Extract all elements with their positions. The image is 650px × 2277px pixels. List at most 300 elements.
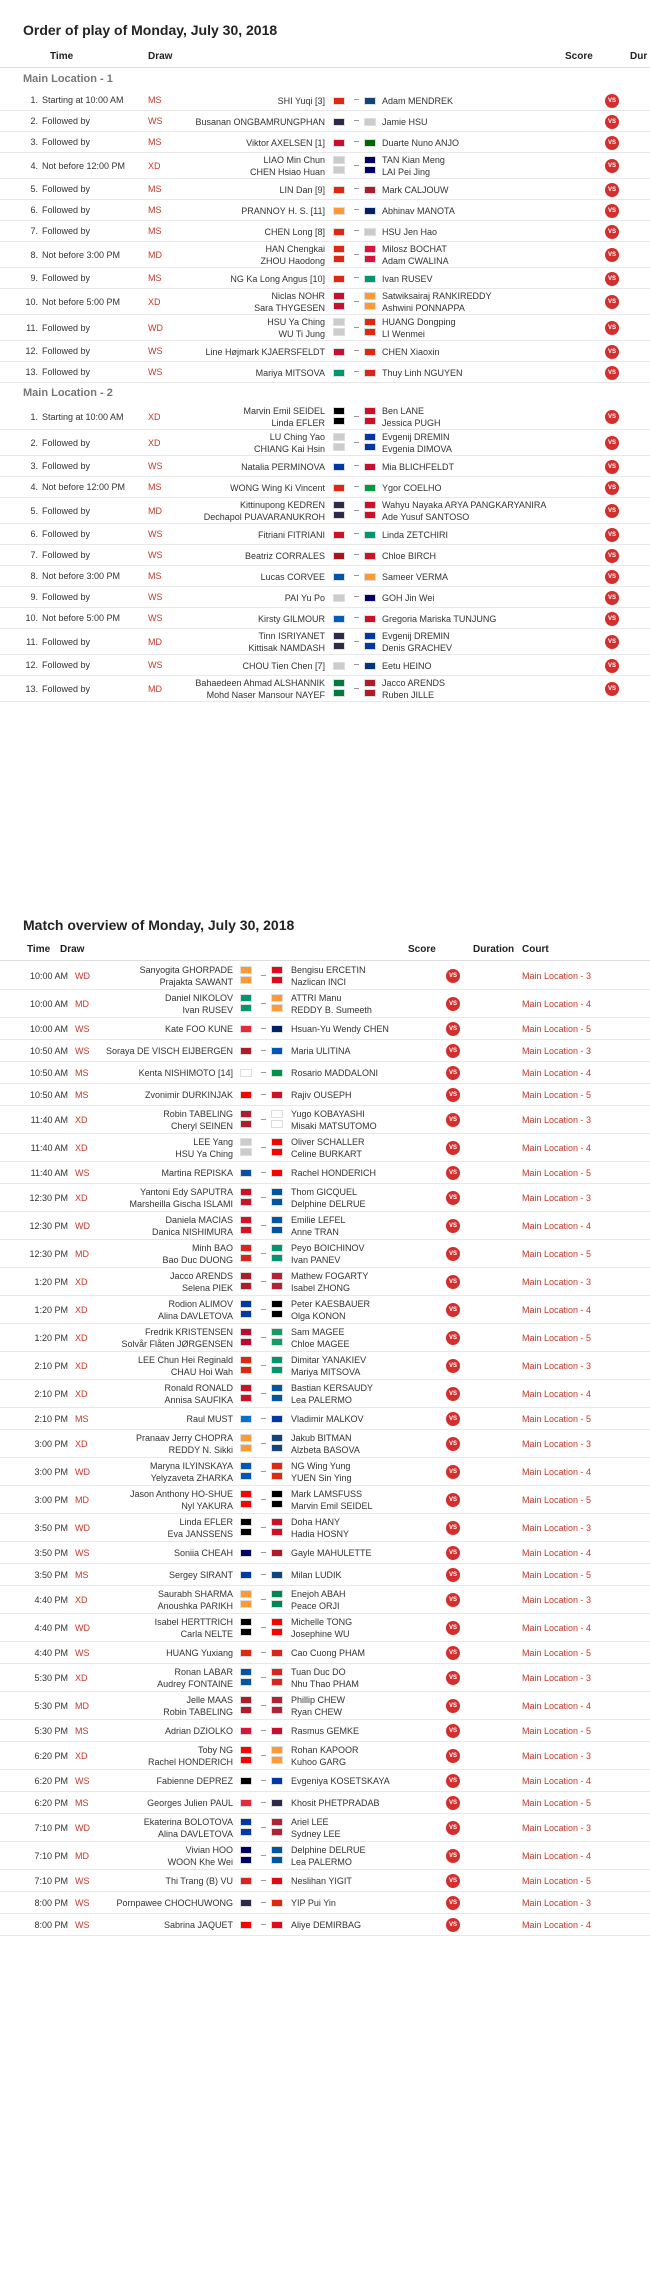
vs-button[interactable]: VS xyxy=(605,136,619,150)
match-row[interactable] xyxy=(0,200,650,221)
team-left[interactable] xyxy=(175,1136,233,1160)
team-left[interactable] xyxy=(144,1816,233,1840)
team-left[interactable] xyxy=(204,499,325,523)
player-name[interactable]: Kittinupong KEDREN xyxy=(239,500,325,510)
event-code[interactable]: WD xyxy=(75,1523,90,1533)
match-row[interactable] xyxy=(0,608,650,629)
player-name[interactable]: Linda EFLER xyxy=(179,1517,233,1527)
match-row[interactable] xyxy=(0,1486,650,1514)
team-right[interactable] xyxy=(291,1844,366,1868)
team-left[interactable] xyxy=(260,243,325,267)
team-left[interactable] xyxy=(155,1616,233,1640)
team-left[interactable] xyxy=(205,346,325,358)
player-name[interactable]: NG Ka Long Angus [10] xyxy=(230,274,325,284)
player-name[interactable]: Gregoria Mariska TUNJUNG xyxy=(382,614,497,624)
player-name[interactable]: Hadia HOSNY xyxy=(291,1529,350,1539)
match-row[interactable] xyxy=(0,90,650,111)
player-name[interactable]: Maryna ILYINSKAYA xyxy=(149,1461,233,1471)
match-row[interactable] xyxy=(0,524,650,545)
player-name[interactable]: Misaki MATSUTOMO xyxy=(291,1121,377,1131)
match-row[interactable] xyxy=(0,990,650,1018)
match-row[interactable] xyxy=(0,477,650,498)
player-name[interactable]: Wahyu Nayaka ARYA PANGKARYANIRA xyxy=(382,500,547,510)
player-name[interactable]: Lea PALERMO xyxy=(291,1395,352,1405)
player-name[interactable]: Nhu Thao PHAM xyxy=(291,1679,359,1689)
match-row[interactable] xyxy=(0,1296,650,1324)
vs-button[interactable]: VS xyxy=(605,345,619,359)
event-code[interactable]: MS xyxy=(148,184,162,194)
player-name[interactable]: Linda EFLER xyxy=(271,418,325,428)
team-left[interactable] xyxy=(165,992,233,1016)
player-name[interactable]: Zvonimir DURKINJAK xyxy=(144,1090,233,1100)
court-link[interactable]: Main Location - 4 xyxy=(522,1143,592,1153)
player-name[interactable]: Beatriz CORRALES xyxy=(244,551,325,561)
vs-button[interactable]: VS xyxy=(446,1593,460,1607)
player-name[interactable]: Sergey SIRANT xyxy=(168,1570,233,1580)
match-row[interactable] xyxy=(0,1792,650,1814)
player-name[interactable]: Gayle MAHULETTE xyxy=(291,1548,372,1558)
vs-button[interactable]: VS xyxy=(446,1646,460,1660)
team-right[interactable] xyxy=(382,405,441,429)
team-left[interactable] xyxy=(254,290,325,314)
player-name[interactable]: Lucas CORVEE xyxy=(260,572,325,582)
player-name[interactable]: Bao Duc DUONG xyxy=(162,1255,233,1265)
vs-button[interactable]: VS xyxy=(446,1303,460,1317)
player-name[interactable]: Natalia PERMINOVA xyxy=(241,462,325,472)
player-name[interactable]: Marvin Emil SEIDEL xyxy=(291,1501,373,1511)
player-name[interactable]: Daniel NIKOLOV xyxy=(164,993,233,1003)
player-name[interactable]: Ryan CHEW xyxy=(291,1707,343,1717)
match-row[interactable] xyxy=(0,1770,650,1792)
vs-button[interactable]: VS xyxy=(446,1465,460,1479)
player-name[interactable]: Kittisak NAMDASH xyxy=(248,643,325,653)
team-left[interactable] xyxy=(140,964,233,988)
team-right[interactable] xyxy=(291,1744,359,1768)
match-row[interactable] xyxy=(0,676,650,702)
event-code[interactable]: WS xyxy=(148,346,163,356)
team-right[interactable] xyxy=(291,1875,352,1887)
player-name[interactable]: Pornpawee CHOCHUWONG xyxy=(116,1898,233,1908)
vs-button[interactable]: VS xyxy=(605,591,619,605)
vs-button[interactable]: VS xyxy=(446,1724,460,1738)
player-name[interactable]: Marvin Emil SEIDEL xyxy=(243,406,325,416)
player-name[interactable]: Mark LAMSFUSS xyxy=(291,1489,363,1499)
player-name[interactable]: REDDY B. Sumeeth xyxy=(291,1005,372,1015)
player-name[interactable]: Linda ZETCHIRI xyxy=(382,530,449,540)
team-right[interactable] xyxy=(291,1897,336,1909)
court-link[interactable]: Main Location - 3 xyxy=(522,971,592,981)
match-row[interactable] xyxy=(0,1084,650,1106)
event-code[interactable]: WS xyxy=(75,1776,90,1786)
player-name[interactable]: Duarte Nuno ANJO xyxy=(382,138,460,148)
player-name[interactable]: Prajakta SAWANT xyxy=(159,977,233,987)
vs-button[interactable]: VS xyxy=(605,366,619,380)
team-right[interactable] xyxy=(291,1488,373,1512)
player-name[interactable]: Fabienne DEPREZ xyxy=(156,1776,233,1786)
player-name[interactable]: Eva JANSSENS xyxy=(167,1529,233,1539)
team-left[interactable] xyxy=(116,1897,233,1909)
player-name[interactable]: Ygor COELHO xyxy=(382,483,442,493)
player-name[interactable]: Thuy Linh NGUYEN xyxy=(382,368,463,378)
team-right[interactable] xyxy=(382,116,428,128)
event-code[interactable]: MD xyxy=(148,637,162,647)
team-right[interactable] xyxy=(382,529,448,541)
team-right[interactable] xyxy=(291,1382,373,1406)
team-left[interactable] xyxy=(163,1108,233,1132)
player-name[interactable]: Jakub BITMAN xyxy=(291,1433,352,1443)
team-left[interactable] xyxy=(121,1326,233,1350)
player-name[interactable]: Robin TABELING xyxy=(163,1109,233,1119)
team-right[interactable] xyxy=(291,1775,390,1787)
match-row[interactable] xyxy=(0,1018,650,1040)
team-right[interactable] xyxy=(291,1616,352,1640)
player-name[interactable]: Niclas NOHR xyxy=(271,291,325,301)
event-code[interactable]: MD xyxy=(75,1249,89,1259)
player-name[interactable]: Solvår Flåten JØRGENSEN xyxy=(121,1339,233,1349)
team-right[interactable] xyxy=(291,1023,389,1035)
team-left[interactable] xyxy=(167,1516,233,1540)
event-code[interactable]: MD xyxy=(75,999,89,1009)
player-name[interactable]: Bahaedeen Ahmad ALSHANNIK xyxy=(195,678,325,688)
team-right[interactable] xyxy=(382,273,433,285)
event-code[interactable]: MS xyxy=(75,1090,89,1100)
match-row[interactable] xyxy=(0,430,650,456)
match-row[interactable] xyxy=(0,242,650,268)
team-left[interactable] xyxy=(285,592,325,604)
player-name[interactable]: Danica NISHIMURA xyxy=(151,1227,233,1237)
team-right[interactable] xyxy=(291,1816,341,1840)
player-name[interactable]: ZHOU Haodong xyxy=(260,256,325,266)
player-name[interactable]: Kenta NISHIMOTO [14] xyxy=(138,1068,233,1078)
player-name[interactable]: Marsheilla Gischa ISLAMI xyxy=(129,1199,233,1209)
vs-button[interactable]: VS xyxy=(605,481,619,495)
vs-button[interactable]: VS xyxy=(446,1796,460,1810)
event-code[interactable]: MD xyxy=(75,1701,89,1711)
event-code[interactable]: XD xyxy=(75,1305,88,1315)
court-link[interactable]: Main Location - 5 xyxy=(522,1798,592,1808)
team-right[interactable] xyxy=(382,316,456,340)
match-row[interactable] xyxy=(0,1542,650,1564)
event-code[interactable]: MS xyxy=(148,273,162,283)
event-code[interactable]: WD xyxy=(75,971,90,981)
vs-button[interactable]: VS xyxy=(605,272,619,286)
match-row[interactable] xyxy=(0,404,650,430)
team-right[interactable] xyxy=(291,1694,345,1718)
match-row[interactable] xyxy=(0,1134,650,1162)
event-code[interactable]: WS xyxy=(148,367,163,377)
team-right[interactable] xyxy=(291,1089,352,1101)
vs-button[interactable]: VS xyxy=(605,659,619,673)
vs-button[interactable]: VS xyxy=(446,1621,460,1635)
team-right[interactable] xyxy=(382,226,437,238)
player-name[interactable]: Jacco ARENDS xyxy=(382,678,446,688)
player-name[interactable]: Josephine WU xyxy=(291,1629,350,1639)
vs-button[interactable]: VS xyxy=(446,1191,460,1205)
court-link[interactable]: Main Location - 3 xyxy=(522,1823,592,1833)
player-name[interactable]: Doha HANY xyxy=(291,1517,341,1527)
match-row[interactable] xyxy=(0,132,650,153)
player-name[interactable]: Abhinav MANOTA xyxy=(382,206,455,216)
player-name[interactable]: Jacco ARENDS xyxy=(169,1271,233,1281)
vs-button[interactable]: VS xyxy=(605,460,619,474)
player-name[interactable]: REDDY N. Sikki xyxy=(168,1445,233,1455)
player-name[interactable]: LIN Dan [9] xyxy=(279,185,325,195)
team-left[interactable] xyxy=(195,116,325,128)
player-name[interactable]: WU Ti Jung xyxy=(278,329,325,339)
vs-button[interactable]: VS xyxy=(605,635,619,649)
team-left[interactable] xyxy=(129,1186,233,1210)
player-name[interactable]: CHEN Xiaoxin xyxy=(382,347,440,357)
team-left[interactable] xyxy=(241,461,325,473)
event-code[interactable]: MD xyxy=(148,250,162,260)
player-name[interactable]: Ivan RUSEV xyxy=(382,274,433,284)
match-row[interactable] xyxy=(0,1892,650,1914)
team-left[interactable] xyxy=(165,1875,233,1887)
court-link[interactable]: Main Location - 4 xyxy=(522,1068,592,1078)
player-name[interactable]: Kate FOO KUNE xyxy=(164,1024,233,1034)
team-left[interactable] xyxy=(258,529,325,541)
player-name[interactable]: Sanyogita GHORPADE xyxy=(139,965,233,975)
court-link[interactable]: Main Location - 5 xyxy=(522,1648,592,1658)
player-name[interactable]: LEE Yang xyxy=(193,1137,233,1147)
team-left[interactable] xyxy=(156,1775,233,1787)
team-left[interactable] xyxy=(170,1270,233,1294)
court-link[interactable]: Main Location - 3 xyxy=(522,1277,592,1287)
event-code[interactable]: WS xyxy=(148,116,163,126)
player-name[interactable]: GOH Jin Wei xyxy=(382,593,435,603)
court-link[interactable]: Main Location - 5 xyxy=(522,1726,592,1736)
event-code[interactable]: MS xyxy=(148,205,162,215)
match-row[interactable] xyxy=(0,153,650,179)
event-code[interactable]: WS xyxy=(148,660,163,670)
vs-button[interactable]: VS xyxy=(605,94,619,108)
match-row[interactable] xyxy=(0,1380,650,1408)
player-name[interactable]: NG Wing Yung xyxy=(291,1461,351,1471)
event-code[interactable]: XD xyxy=(75,1143,88,1153)
team-left[interactable] xyxy=(165,1023,233,1035)
player-name[interactable]: HSU Ya Ching xyxy=(175,1149,233,1159)
vs-button[interactable]: VS xyxy=(605,612,619,626)
vs-button[interactable]: VS xyxy=(605,682,619,696)
team-left[interactable] xyxy=(264,226,325,238)
vs-button[interactable]: VS xyxy=(605,225,619,239)
team-right[interactable] xyxy=(382,243,449,267)
team-right[interactable] xyxy=(291,1045,351,1057)
player-name[interactable]: SHI Yuqi [3] xyxy=(277,96,325,106)
player-name[interactable]: Ashwini PONNAPPA xyxy=(382,303,465,313)
court-link[interactable]: Main Location - 3 xyxy=(522,1523,592,1533)
team-right[interactable] xyxy=(291,1326,350,1350)
player-name[interactable]: Vladimir MALKOV xyxy=(291,1414,364,1424)
team-left[interactable] xyxy=(136,1432,233,1456)
vs-button[interactable]: VS xyxy=(446,1141,460,1155)
match-row[interactable] xyxy=(0,1842,650,1870)
event-code[interactable]: WS xyxy=(75,1648,90,1658)
court-link[interactable]: Main Location - 3 xyxy=(522,1898,592,1908)
team-right[interactable] xyxy=(382,431,452,455)
event-code[interactable]: MS xyxy=(148,226,162,236)
court-link[interactable]: Main Location - 4 xyxy=(522,1221,592,1231)
player-name[interactable]: Emilie LEFEL xyxy=(291,1215,346,1225)
team-left[interactable] xyxy=(267,316,325,340)
player-name[interactable]: Yugo KOBAYASHI xyxy=(291,1109,365,1119)
event-code[interactable]: XD xyxy=(75,1115,88,1125)
team-left[interactable] xyxy=(158,1588,233,1612)
player-name[interactable]: WONG Wing Ki Vincent xyxy=(230,483,325,493)
vs-button[interactable]: VS xyxy=(446,1359,460,1373)
player-name[interactable]: Evgenij DREMIN xyxy=(382,631,450,641)
vs-button[interactable]: VS xyxy=(446,1166,460,1180)
team-left[interactable] xyxy=(241,205,325,217)
player-name[interactable]: Fitriani FITRIANI xyxy=(257,530,325,540)
team-right[interactable] xyxy=(291,964,366,988)
event-code[interactable]: WS xyxy=(75,1024,90,1034)
match-row[interactable] xyxy=(0,1352,650,1380)
team-right[interactable] xyxy=(291,1298,370,1322)
player-name[interactable]: Delphine DELRUE xyxy=(291,1199,366,1209)
player-name[interactable]: Anoushka PARIKH xyxy=(157,1601,233,1611)
player-name[interactable]: Sam MAGEE xyxy=(291,1327,345,1337)
team-right[interactable] xyxy=(382,499,546,523)
court-link[interactable]: Main Location - 3 xyxy=(522,1361,592,1371)
team-right[interactable] xyxy=(291,1186,366,1210)
team-left[interactable] xyxy=(195,677,325,701)
player-name[interactable]: LIAO Min Chun xyxy=(263,155,325,165)
player-name[interactable]: Rasmus GEMKE xyxy=(291,1726,360,1736)
vs-button[interactable]: VS xyxy=(446,1113,460,1127)
court-link[interactable]: Main Location - 5 xyxy=(522,1249,592,1259)
player-name[interactable]: Dimitar YANAKIEV xyxy=(291,1355,367,1365)
player-name[interactable]: CHEN Hsiao Huan xyxy=(249,167,325,177)
team-left[interactable] xyxy=(162,1242,233,1266)
player-name[interactable]: HAN Chengkai xyxy=(265,244,325,254)
vs-button[interactable]: VS xyxy=(605,410,619,424)
match-row[interactable] xyxy=(0,1642,650,1664)
player-name[interactable]: Tuan Duc DO xyxy=(291,1667,346,1677)
court-link[interactable]: Main Location - 3 xyxy=(522,1751,592,1761)
player-name[interactable]: Ruben JILLE xyxy=(382,690,435,700)
player-name[interactable]: Milosz BOCHAT xyxy=(382,244,447,254)
vs-button[interactable]: VS xyxy=(605,248,619,262)
event-code[interactable]: MS xyxy=(148,571,162,581)
player-name[interactable]: Ronan LABAR xyxy=(174,1667,233,1677)
player-name[interactable]: Olga KONON xyxy=(291,1311,346,1321)
court-link[interactable]: Main Location - 3 xyxy=(522,1115,592,1125)
team-right[interactable] xyxy=(382,571,448,583)
player-name[interactable]: Evgenia DIMOVA xyxy=(382,444,452,454)
match-row[interactable] xyxy=(0,1514,650,1542)
event-code[interactable]: XD xyxy=(75,1595,88,1605)
player-name[interactable]: Daniela MACIAS xyxy=(165,1215,233,1225)
player-name[interactable]: Thom GICQUEL xyxy=(291,1187,358,1197)
team-right[interactable] xyxy=(291,1432,360,1456)
team-right[interactable] xyxy=(382,677,445,701)
match-row[interactable] xyxy=(0,1184,650,1212)
team-left[interactable] xyxy=(165,1725,233,1737)
vs-button[interactable]: VS xyxy=(446,1671,460,1685)
player-name[interactable]: Mohd Naser Mansour NAYEF xyxy=(206,690,325,700)
player-name[interactable]: Robin TABELING xyxy=(163,1707,233,1717)
player-name[interactable]: Ben LANE xyxy=(382,406,425,416)
team-left[interactable] xyxy=(174,1547,233,1559)
team-left[interactable] xyxy=(147,1797,233,1809)
event-code[interactable]: MS xyxy=(75,1068,89,1078)
team-right[interactable] xyxy=(382,184,449,196)
player-name[interactable]: Audrey FONTAINE xyxy=(157,1679,233,1689)
vs-button[interactable]: VS xyxy=(446,1275,460,1289)
match-row[interactable] xyxy=(0,362,650,383)
event-code[interactable]: WS xyxy=(148,613,163,623)
team-right[interactable] xyxy=(291,1516,349,1540)
team-left[interactable] xyxy=(256,367,325,379)
event-code[interactable]: MD xyxy=(148,506,162,516)
player-name[interactable]: Sameer VERMA xyxy=(382,572,449,582)
player-name[interactable]: Toby NG xyxy=(197,1745,233,1755)
vs-button[interactable]: VS xyxy=(446,1699,460,1713)
player-name[interactable]: Ade Yusuf SANTOSO xyxy=(382,512,470,522)
team-right[interactable] xyxy=(291,1354,366,1378)
player-name[interactable]: PAI Yu Po xyxy=(284,593,325,603)
match-row[interactable] xyxy=(0,1870,650,1892)
team-right[interactable] xyxy=(291,1136,365,1160)
vs-button[interactable]: VS xyxy=(605,204,619,218)
event-code[interactable]: XD xyxy=(75,1751,88,1761)
team-left[interactable] xyxy=(164,1382,233,1406)
vs-button[interactable]: VS xyxy=(605,504,619,518)
match-row[interactable] xyxy=(0,1324,650,1352)
player-name[interactable]: Isabel ZHONG xyxy=(291,1283,351,1293)
team-right[interactable] xyxy=(382,630,452,654)
event-code[interactable]: MS xyxy=(148,137,162,147)
team-right[interactable] xyxy=(291,1569,342,1581)
vs-button[interactable]: VS xyxy=(605,549,619,563)
player-name[interactable]: Oliver SCHALLER xyxy=(291,1137,365,1147)
vs-button[interactable]: VS xyxy=(446,969,460,983)
match-row[interactable] xyxy=(0,1062,650,1084)
player-name[interactable]: Jamie HSU xyxy=(382,117,428,127)
player-name[interactable]: LAI Pei Jing xyxy=(382,167,431,177)
event-code[interactable]: XD xyxy=(148,412,161,422)
team-left[interactable] xyxy=(278,95,325,107)
event-code[interactable]: XD xyxy=(148,297,161,307)
court-link[interactable]: Main Location - 3 xyxy=(522,1673,592,1683)
team-left[interactable] xyxy=(157,1666,233,1690)
team-left[interactable] xyxy=(139,1067,233,1079)
team-right[interactable] xyxy=(382,367,463,379)
player-name[interactable]: Georges Julien PAUL xyxy=(147,1798,233,1808)
team-left[interactable] xyxy=(230,482,325,494)
player-name[interactable]: Cheryl SEINEN xyxy=(170,1121,233,1131)
event-code[interactable]: WS xyxy=(75,1876,90,1886)
match-row[interactable] xyxy=(0,962,650,990)
player-name[interactable]: Hsuan-Yu Wendy CHEN xyxy=(291,1024,389,1034)
player-name[interactable]: Raul MUST xyxy=(186,1414,233,1424)
vs-button[interactable]: VS xyxy=(446,1568,460,1582)
team-left[interactable] xyxy=(258,613,325,625)
event-code[interactable]: WD xyxy=(75,1623,90,1633)
court-link[interactable]: Main Location - 5 xyxy=(522,1024,592,1034)
team-left[interactable] xyxy=(250,154,325,178)
player-name[interactable]: Anne TRAN xyxy=(291,1227,339,1237)
court-link[interactable]: Main Location - 5 xyxy=(522,1414,592,1424)
team-right[interactable] xyxy=(291,1214,346,1238)
team-left[interactable] xyxy=(230,273,325,285)
event-code[interactable]: WD xyxy=(75,1221,90,1231)
player-name[interactable]: Chloe BIRCH xyxy=(382,551,437,561)
team-left[interactable] xyxy=(186,1413,233,1425)
event-code[interactable]: WS xyxy=(148,592,163,602)
player-name[interactable]: Enejoh ABAH xyxy=(291,1589,346,1599)
